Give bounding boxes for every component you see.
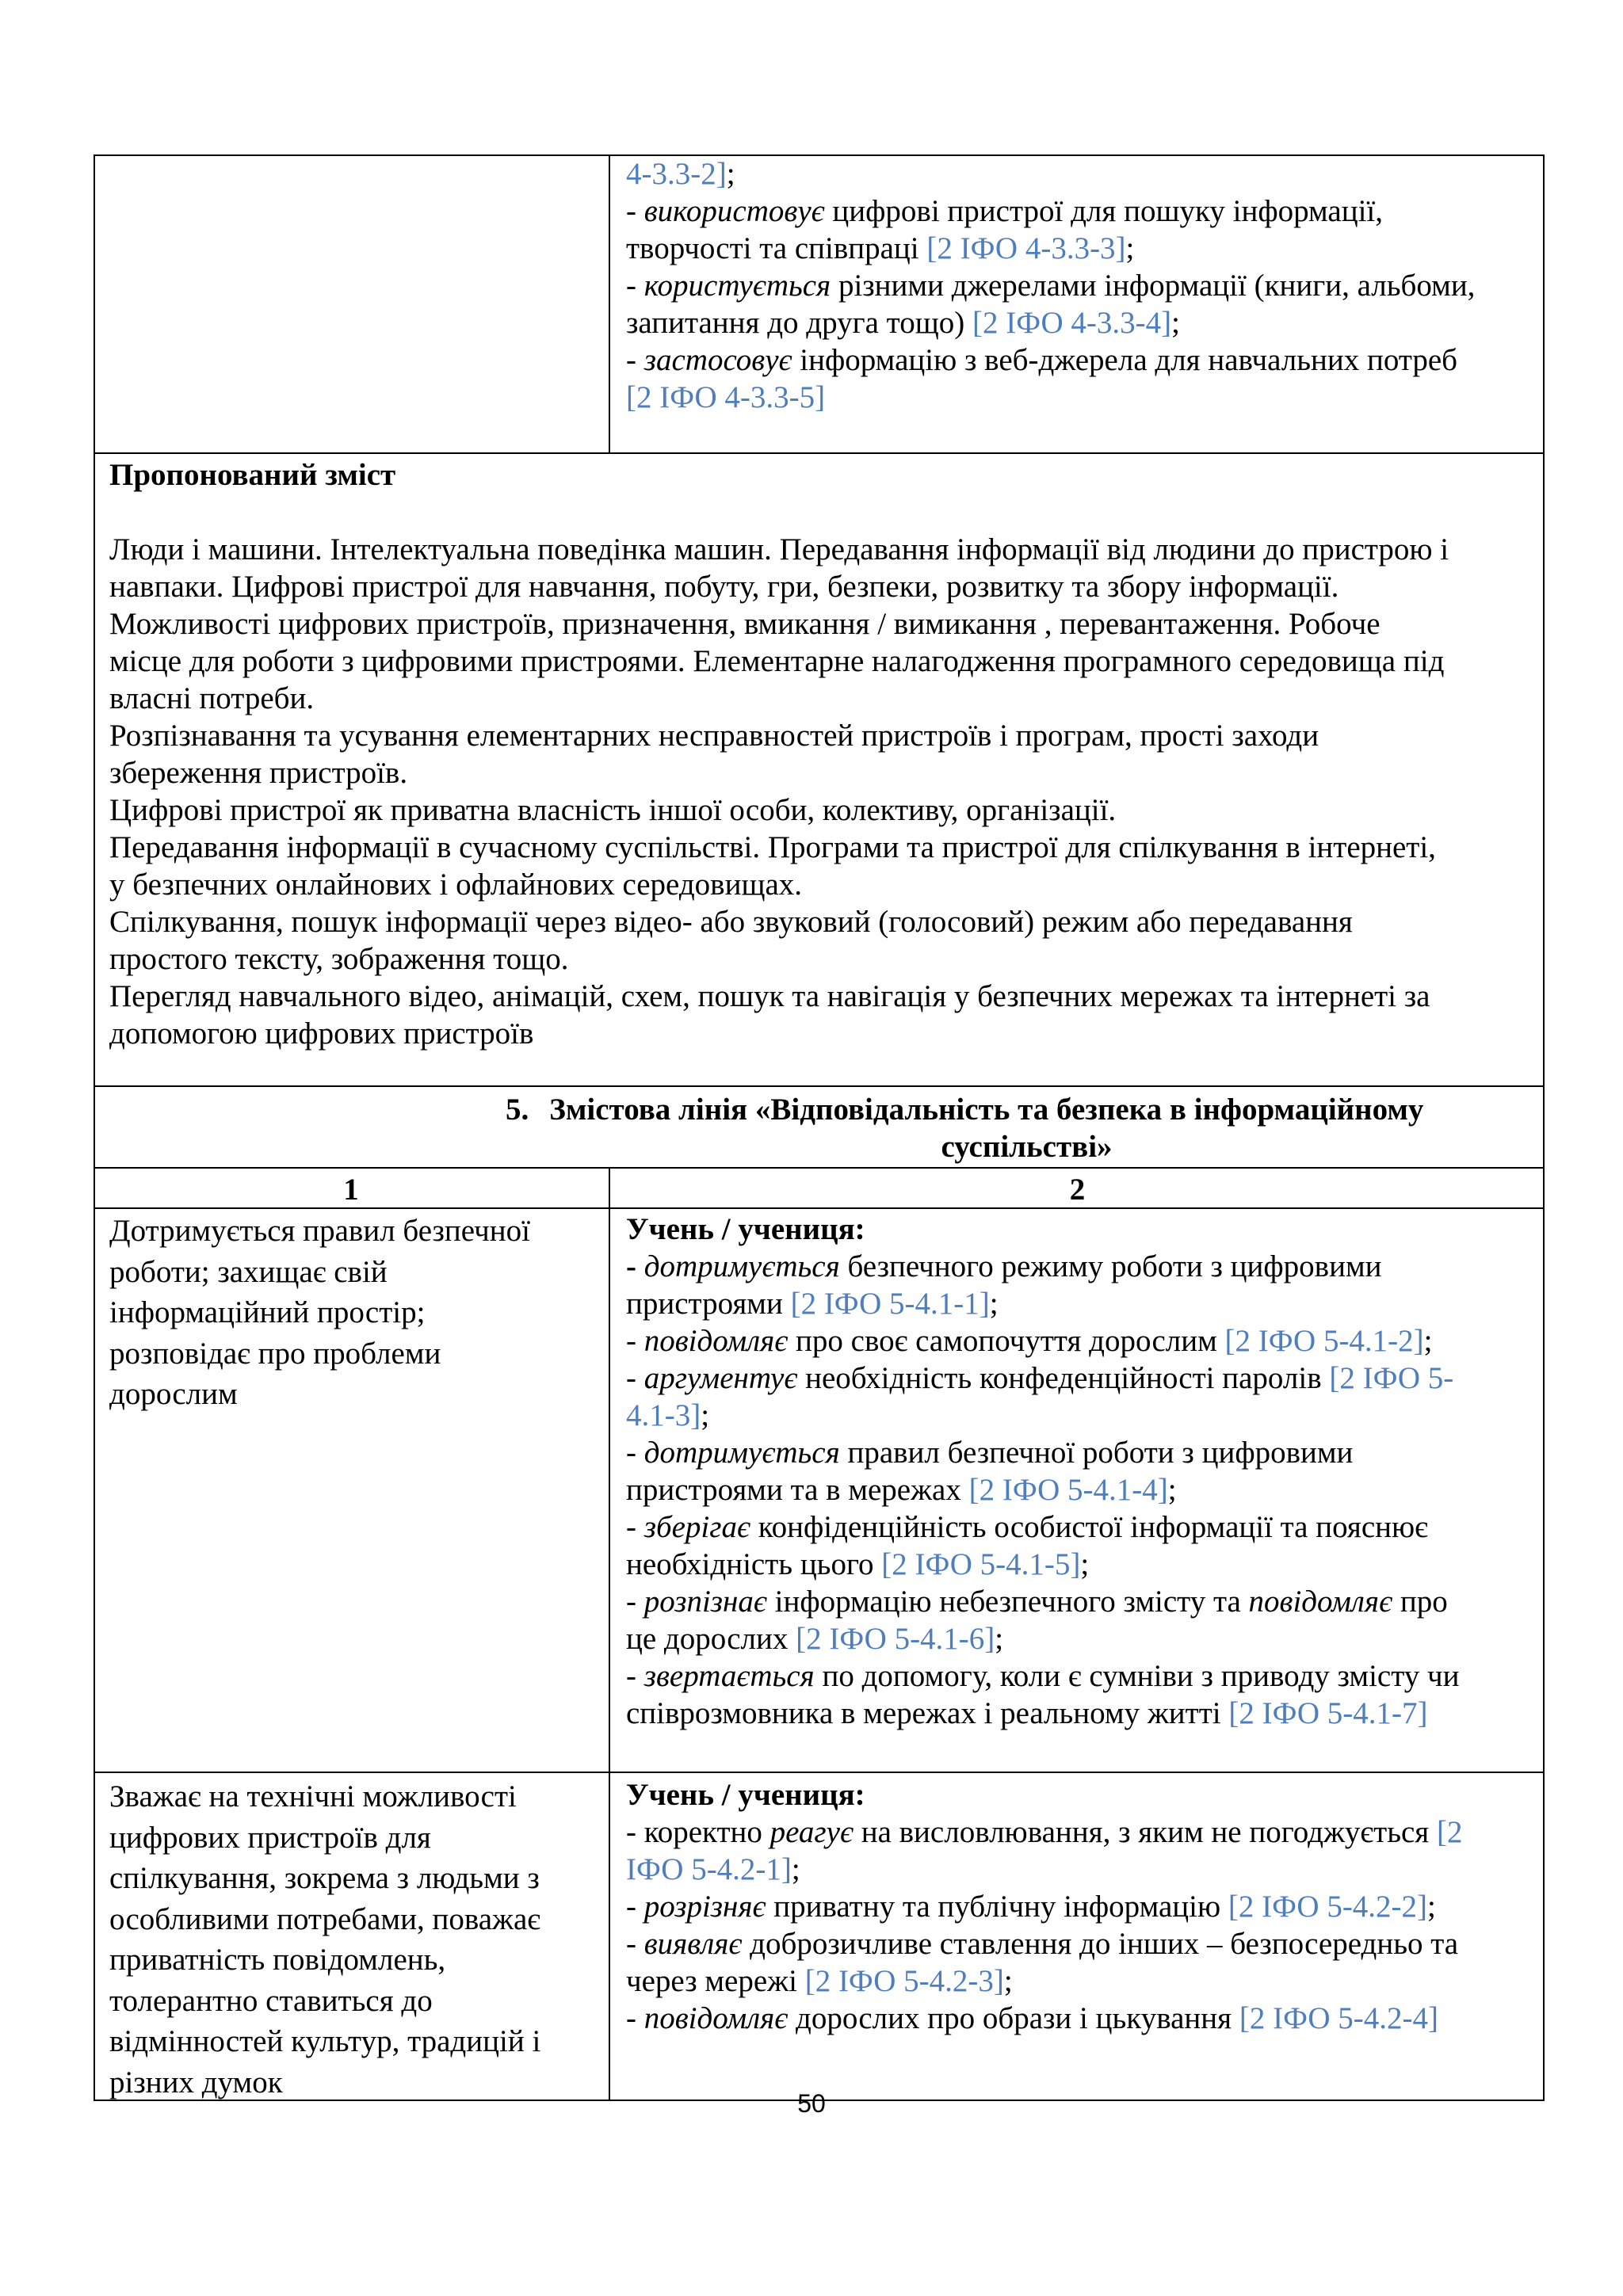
proposed-line: власні потреби. <box>109 681 315 715</box>
action-verb: застосовує <box>643 343 792 377</box>
text-run: - <box>626 269 644 303</box>
outcome-line <box>626 1434 1537 1471</box>
action-verb: звертається <box>643 1659 815 1693</box>
outcome-line <box>626 1248 1537 1285</box>
requirement-line: роботи; захищає свій <box>109 1254 388 1289</box>
reference-code: [2 ІФО 4-3.3-4] <box>972 306 1172 340</box>
text-run: ; <box>1003 1964 1013 1998</box>
text-run: доброзичливе ставлення до інших – безпосередньо та <box>742 1927 1459 1961</box>
proposed-lines <box>109 531 1536 1052</box>
requirement-line: приватність повідомлень, <box>109 1943 446 1977</box>
row2-left-cell <box>109 1776 601 2103</box>
row1-right-cell <box>626 1211 1537 1732</box>
row2-right-lines <box>626 1776 1537 2037</box>
action-verb: повідомляє <box>643 2001 789 2035</box>
text-run: по допомогу, коли є сумніви з приводу змісту чи <box>814 1659 1460 1693</box>
reference-code: [2 ІФО 5-4.1-7] <box>1228 1696 1428 1730</box>
text-run: творчості та співпраці <box>626 231 927 265</box>
outcome-line <box>626 1888 1537 1925</box>
section5-title-line2: суспільстві» <box>941 1130 1113 1164</box>
text-run: безпечного режиму роботи з цифровими <box>839 1249 1382 1283</box>
text-run: - <box>626 1249 644 1283</box>
text-run: цифрові пристрої для пошуку інформації, <box>824 194 1384 228</box>
row1-left-lines <box>109 1211 601 1415</box>
text-run: - <box>626 1324 644 1358</box>
text-run: ; <box>1080 1547 1090 1581</box>
proposed-line: Розпізнавання та усування елементарних несправностей пристроїв і програм, прості заходи <box>109 719 1319 753</box>
text-run: - <box>626 1890 644 1924</box>
text-run: пристроями <box>626 1287 791 1321</box>
proposed-line: місце для роботи з цифровими пристроями. Елементарне налагодження програмного середовища під <box>109 644 1445 678</box>
requirement-line: інформаційний простір; <box>109 1295 426 1329</box>
text-run: ; <box>1427 1890 1436 1924</box>
col1-header: 1 <box>343 1173 359 1207</box>
text-run: ; <box>726 157 735 191</box>
text-run: ; <box>791 1852 800 1886</box>
outcome-line <box>626 1776 1537 1814</box>
text-run: правил безпечної роботи з цифровими <box>839 1436 1354 1470</box>
proposed-heading: Пропонований зміст <box>109 458 396 492</box>
reference-code: [2 ІФО 5-4.2-3] <box>804 1964 1004 1998</box>
text-run: через мережі <box>626 1964 805 1998</box>
requirement-line: розповідає про проблеми <box>109 1336 441 1371</box>
proposed-line: збереження пристроїв. <box>109 756 408 790</box>
reference-code: 4-3.3-2] <box>626 157 727 191</box>
row2-right-cell <box>626 1776 1537 2037</box>
text-run: співрозмовника в мережах і реальному житті <box>626 1696 1229 1730</box>
section5-number: 5. <box>506 1093 529 1127</box>
outcome-line <box>626 1285 1537 1322</box>
action-verb: реагує <box>769 1815 854 1849</box>
text-run: пристроями та в мережах <box>626 1473 969 1507</box>
text-run: ; <box>989 1287 999 1321</box>
row-divider-proposed <box>94 1085 1545 1087</box>
action-verb: виявляє <box>643 1927 743 1961</box>
proposed-line: Спілкування, пошук інформації через відео- або звуковий (голосовий) режим або передавання <box>109 905 1353 939</box>
text-run: запитання до друга тощо) <box>626 306 972 340</box>
action-verb: користується <box>643 269 831 303</box>
action-verb: дотримується <box>643 1249 840 1283</box>
text-run: дорослих про образи і цькування <box>788 2001 1239 2035</box>
row1-left-cell <box>109 1211 601 1415</box>
text-run: - коректно <box>626 1815 770 1849</box>
row-divider-top-cell <box>94 452 1545 454</box>
outcome-line <box>626 304 1537 341</box>
text-run: - <box>626 343 644 377</box>
action-verb: дотримується <box>643 1436 840 1470</box>
outcome-line <box>626 1695 1537 1732</box>
proposed-line: навпаки. Цифрові пристрої для навчання, побуту, гри, безпеки, розвитку та збору інформації. <box>109 570 1339 604</box>
outcome-line <box>626 1925 1537 1962</box>
action-verb: розрізняє <box>643 1890 766 1924</box>
outcome-line <box>626 1397 1537 1434</box>
outcome-line <box>626 341 1537 379</box>
reference-code: [2 ІФО 4-3.3-3] <box>926 231 1126 265</box>
section5-title-line1: Змістова лінія «Відповідальність та безпека в інформаційному <box>549 1093 1424 1127</box>
reference-code: ІФО 5-4.2-1] <box>626 1852 792 1886</box>
text-run: ; <box>995 1622 1004 1656</box>
action-verb: повідомляє <box>1248 1585 1393 1619</box>
text-run: - <box>626 1927 644 1961</box>
row2-left-lines <box>109 1776 601 2103</box>
outcome-line <box>626 379 1537 416</box>
text-run: на висловлювання, з яким не погоджується <box>853 1815 1437 1849</box>
text-run: про <box>1392 1585 1448 1619</box>
text-run: - <box>626 1436 644 1470</box>
reference-code: [2 ІФО 4-3.3-5] <box>626 380 826 414</box>
text-run: ; <box>1171 306 1180 340</box>
action-verb: використовує <box>643 194 825 228</box>
reference-code: [2 ІФО 5-4.1-5] <box>881 1547 1081 1581</box>
requirement-line: різних думок <box>109 2065 283 2100</box>
text-run: - <box>626 2001 644 2035</box>
text-run: ; <box>1167 1473 1177 1507</box>
requirement-line: спілкування, зокрема з людьми з <box>109 1861 540 1895</box>
col-divider-top <box>609 154 610 453</box>
text-run: Учень / учениця: <box>626 1778 865 1812</box>
reference-code: 4.1-3] <box>626 1398 701 1432</box>
proposed-line: Можливості цифрових пристроїв, призначення, вмикання / вимикання , перевантаження. Робоче <box>109 607 1381 641</box>
outcome-line <box>626 1471 1537 1508</box>
reference-code: [2 <box>1436 1815 1463 1849</box>
text-run: інформацію з веб-джерела для навчальних потреб <box>792 343 1458 377</box>
text-run: приватну та публічну інформацію <box>766 1890 1228 1924</box>
outcome-line <box>626 1620 1537 1657</box>
text-run: конфіденційність особистої інформації та пояснює <box>750 1510 1428 1544</box>
top-right-cell <box>626 155 1537 416</box>
text-run: ; <box>1125 231 1135 265</box>
outcome-line <box>626 1508 1537 1546</box>
reference-code: [2 ІФО 5-4.1-1] <box>790 1287 990 1321</box>
proposed-line: Перегляд навчального відео, анімацій, схем, пошук та навігація у безпечних мережах та інтернеті за <box>109 979 1430 1013</box>
col2-header: 2 <box>1069 1173 1086 1207</box>
action-verb: повідомляє <box>643 1324 789 1358</box>
action-verb: зберігає <box>643 1510 750 1544</box>
proposed-line: простого тексту, зображення тощо. <box>109 942 569 976</box>
text-run: - <box>626 1585 644 1619</box>
outcome-line <box>626 1583 1537 1620</box>
text-run: різними джерелами інформації (книги, альбоми, <box>831 269 1476 303</box>
requirement-line: Дотримується правил безпечної <box>109 1214 530 1248</box>
outcome-line <box>626 1851 1537 1888</box>
outcome-line <box>626 155 1537 193</box>
outcome-line <box>626 1546 1537 1583</box>
reference-code: [2 ІФО 5-4.2-2] <box>1228 1890 1428 1924</box>
page-number: 50 <box>797 2089 826 2118</box>
text-run: Учень / учениця: <box>626 1212 865 1246</box>
outcome-line <box>626 1211 1537 1248</box>
text-run: це дорослих <box>626 1622 796 1656</box>
row-divider-section-title <box>94 1167 1545 1169</box>
proposed-line: Цифрові пристрої як приватна власність іншої особи, колективу, організації. <box>109 793 1117 827</box>
row-divider-row1 <box>94 1772 1545 1773</box>
proposed-line: у безпечних онлайнових і офлайнових середовищах. <box>109 868 803 902</box>
text-run: необхідність цього <box>626 1547 882 1581</box>
text-run: інформацію небезпечного змісту та <box>766 1585 1249 1619</box>
outcome-line <box>626 193 1537 230</box>
outcome-line <box>626 267 1537 304</box>
reference-code: [2 ІФО 5-4.1-6] <box>796 1622 995 1656</box>
row1-right-lines <box>626 1211 1537 1732</box>
action-verb: розпізнає <box>643 1585 767 1619</box>
text-run: про своє самопочуття дорослим <box>788 1324 1225 1358</box>
reference-code: [2 ІФО 5- <box>1329 1361 1454 1395</box>
text-run: ; <box>701 1398 710 1432</box>
requirement-line: Зважає на технічні можливості <box>109 1779 517 1814</box>
top-cell-lines <box>626 155 1537 416</box>
reference-code: [2 ІФО 5-4.1-4] <box>968 1473 1168 1507</box>
proposed-content-cell <box>109 456 1536 1052</box>
requirement-line: дорослим <box>109 1377 238 1411</box>
outcome-line <box>626 1657 1537 1695</box>
requirement-line: толерантно ставиться до <box>109 1983 433 2018</box>
text-run: - <box>626 1510 644 1544</box>
outcome-line <box>626 2000 1537 2037</box>
action-verb: аргументує <box>643 1361 798 1395</box>
requirement-line: особливими потребами, поважає <box>109 1901 541 1936</box>
proposed-line: Люди і машини. Інтелектуальна поведінка машин. Передавання інформації від людини до пристрою і <box>109 532 1449 566</box>
proposed-line: Передавання інформації в сучасному суспільстві. Програми та пристрої для спілкування в інтернеті, <box>109 830 1436 864</box>
text-run: необхідність конфеденційності паролів <box>797 1361 1330 1395</box>
reference-code: [2 ІФО 5-4.1-2] <box>1224 1324 1424 1358</box>
outcome-line <box>626 1322 1537 1360</box>
text-run: ; <box>1423 1324 1433 1358</box>
proposed-line: допомогою цифрових пристроїв <box>109 1016 534 1051</box>
outcome-line <box>626 1814 1537 1851</box>
col-divider-bottom <box>609 1167 610 2101</box>
outcome-line <box>626 230 1537 267</box>
requirement-line: цифрових пристроїв для <box>109 1820 431 1855</box>
outcome-line <box>626 1360 1537 1397</box>
outcome-line <box>626 1962 1537 2000</box>
text-run: - <box>626 1659 644 1693</box>
text-run: - <box>626 194 644 228</box>
requirement-line: відмінностей культур, традицій і <box>109 2024 541 2058</box>
text-run: - <box>626 1361 644 1395</box>
reference-code: [2 ІФО 5-4.2-4] <box>1239 2001 1438 2035</box>
